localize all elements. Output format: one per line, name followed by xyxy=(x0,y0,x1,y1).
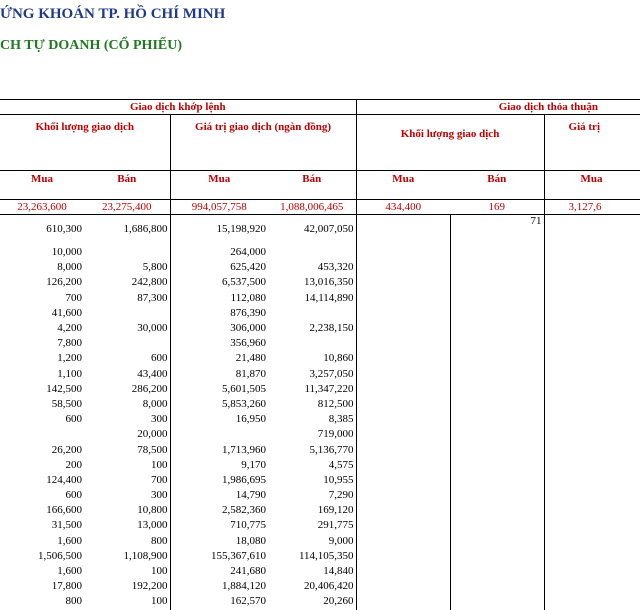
cell-sell-value xyxy=(268,245,356,260)
cell-sell-volume: 30,000 xyxy=(137,322,168,335)
cell-empty xyxy=(356,215,450,246)
cell-empty xyxy=(450,351,544,366)
table-row xyxy=(0,412,640,427)
cell-buy-value: 306,000 xyxy=(170,321,268,336)
cell-empty xyxy=(356,291,450,306)
cell-empty xyxy=(544,594,640,609)
cell-neg-sell-volume: 71 xyxy=(530,215,542,227)
cell-buy-volume xyxy=(0,427,84,442)
cell-buy-value: 1,986,695 xyxy=(170,473,268,488)
page-subtitle: CH TỰ DOANH (CỔ PHIẾU) xyxy=(0,38,182,53)
cell-sell-volume: 800 xyxy=(151,534,168,547)
cell-sell-volume: 10,800 xyxy=(137,504,168,517)
cell-sell-volume: 192,200 xyxy=(131,580,168,593)
cell-buy-value: 625,420 xyxy=(170,260,268,275)
cell-sell-value xyxy=(268,336,356,351)
cell-empty xyxy=(544,549,640,564)
cell-empty xyxy=(356,458,450,473)
cell-empty xyxy=(544,473,640,488)
table-row xyxy=(0,534,640,549)
table-row xyxy=(0,594,640,609)
cell-buy-value: 5,601,505 xyxy=(170,382,268,397)
cell-empty xyxy=(544,412,640,427)
cell-empty xyxy=(450,306,544,321)
cell-sell-volume: 87,300 xyxy=(137,291,168,304)
cell-buy-volume: 1,200 xyxy=(57,352,82,365)
table-row xyxy=(0,564,640,579)
total-cell: 434,400 xyxy=(356,200,450,215)
table-row xyxy=(0,367,640,382)
cell-empty xyxy=(356,518,450,533)
cell-empty xyxy=(544,579,640,594)
cell-empty xyxy=(544,382,640,397)
cell-empty xyxy=(450,291,544,306)
cell-empty xyxy=(356,534,450,549)
cell-empty xyxy=(356,564,450,579)
cell-empty xyxy=(450,260,544,275)
cell-sell-volume: 5,800 xyxy=(142,261,168,274)
cell-empty xyxy=(450,382,544,397)
cell-empty xyxy=(356,306,450,321)
cell-empty xyxy=(544,306,640,321)
cell-empty xyxy=(356,260,450,275)
cell-buy-value: 9,170 xyxy=(170,458,268,473)
cell-empty xyxy=(544,397,640,412)
cell-sell-volume: 100 xyxy=(151,565,168,578)
col-neg-buy-value: Mua xyxy=(544,171,640,200)
cell-sell-volume: 100 xyxy=(151,458,168,471)
cell-sell-volume: 100 xyxy=(151,595,168,608)
cell-buy-volume: 700 xyxy=(65,291,82,304)
cell-buy-value: 6,537,500 xyxy=(170,275,268,290)
cell-empty xyxy=(356,442,450,457)
cell-empty xyxy=(356,594,450,609)
cell-sell-volume xyxy=(84,245,170,260)
cell-buy-volume: 4,200 xyxy=(57,322,82,335)
cell-buy-volume: 600 xyxy=(65,489,82,502)
cell-empty xyxy=(544,291,640,306)
cell-buy-value: 18,080 xyxy=(170,534,268,549)
table-row xyxy=(0,382,640,397)
cell-empty xyxy=(544,321,640,336)
cell-sell-value: 7,290 xyxy=(268,488,356,503)
cell-buy-value: 16,950 xyxy=(170,412,268,427)
cell-empty xyxy=(356,488,450,503)
cell-sell-value: 4,575 xyxy=(268,458,356,473)
cell-sell-value: 10,955 xyxy=(268,473,356,488)
cell-empty xyxy=(544,427,640,442)
cell-sell-value: 20,260 xyxy=(268,594,356,609)
cell-empty xyxy=(544,351,640,366)
cell-sell-volume: 300 xyxy=(151,413,168,426)
cell-empty xyxy=(450,518,544,533)
cell-empty xyxy=(450,579,544,594)
cell-empty xyxy=(450,503,544,518)
cell-buy-value: 21,480 xyxy=(170,351,268,366)
group-header-negotiated: Giao dịch thỏa thuận xyxy=(356,100,640,115)
cell-buy-volume: 142,500 xyxy=(46,382,82,395)
col-neg-buy-volume: Mua xyxy=(356,171,450,200)
table-row xyxy=(0,473,640,488)
table-row xyxy=(0,275,640,290)
cell-buy-value: 710,775 xyxy=(170,518,268,533)
cell-sell-volume: 13,000 xyxy=(137,519,168,532)
cell-buy-volume: 600 xyxy=(65,413,82,426)
table-row xyxy=(0,427,640,442)
cell-sell-value: 14,114,890 xyxy=(268,291,356,306)
table-row xyxy=(0,260,640,275)
cell-empty xyxy=(450,488,544,503)
cell-sell-value: 2,238,150 xyxy=(268,321,356,336)
group-header-matched: Giao dịch khớp lệnh xyxy=(0,100,356,115)
cell-sell-volume: 43,400 xyxy=(137,367,168,380)
total-cell: 994,057,758 xyxy=(170,200,268,215)
cell-empty xyxy=(544,215,640,246)
table-row xyxy=(0,488,640,503)
cell-sell-value: 20,406,420 xyxy=(268,579,356,594)
cell-empty xyxy=(450,397,544,412)
cell-empty xyxy=(450,427,544,442)
cell-empty xyxy=(356,473,450,488)
cell-sell-value: 114,105,350 xyxy=(268,549,356,564)
cell-sell-value: 3,257,050 xyxy=(268,367,356,382)
table-row xyxy=(0,215,640,246)
cell-sell-volume: 78,500 xyxy=(137,443,168,456)
cell-buy-volume: 17,800 xyxy=(51,580,82,593)
table-row xyxy=(0,442,640,457)
cell-empty xyxy=(450,534,544,549)
cell-buy-volume: 58,500 xyxy=(51,397,82,410)
cell-buy-volume: 10,000 xyxy=(51,246,82,259)
table-row xyxy=(0,336,640,351)
total-cell: 23,275,400 xyxy=(84,200,170,215)
cell-empty xyxy=(544,518,640,533)
cell-empty xyxy=(450,458,544,473)
cell-buy-value: 14,790 xyxy=(170,488,268,503)
proprietary-trading-table xyxy=(0,99,640,610)
cell-empty xyxy=(356,579,450,594)
cell-sell-value xyxy=(268,306,356,321)
cell-sell-value: 5,136,770 xyxy=(268,442,356,457)
cell-empty xyxy=(356,367,450,382)
cell-sell-value: 14,840 xyxy=(268,564,356,579)
cell-sell-volume: 8,000 xyxy=(142,397,168,410)
cell-empty xyxy=(450,442,544,457)
total-cell: 3,127,6 xyxy=(544,200,640,215)
cell-empty xyxy=(356,275,450,290)
cell-empty xyxy=(356,412,450,427)
cell-empty xyxy=(450,412,544,427)
cell-empty xyxy=(450,275,544,290)
cell-sell-volume: 1,686,800 xyxy=(123,223,168,235)
table-row xyxy=(0,321,640,336)
negotiated-volume-header: Khối lượng giao dịch xyxy=(356,115,544,171)
cell-empty xyxy=(544,458,640,473)
cell-empty xyxy=(450,367,544,382)
table-row xyxy=(0,518,640,533)
totals-row xyxy=(0,200,640,215)
cell-buy-volume: 41,600 xyxy=(51,306,82,319)
cell-sell-value: 42,007,050 xyxy=(268,215,356,246)
cell-buy-volume: 1,100 xyxy=(57,367,82,380)
cell-empty xyxy=(544,564,640,579)
cell-buy-value: 1,713,960 xyxy=(170,442,268,457)
cell-buy-value: 241,680 xyxy=(170,564,268,579)
cell-empty xyxy=(544,336,640,351)
cell-empty xyxy=(544,503,640,518)
cell-sell-value: 10,860 xyxy=(268,351,356,366)
table-row xyxy=(0,458,640,473)
cell-buy-value: 112,080 xyxy=(170,291,268,306)
total-cell: 23,263,600 xyxy=(0,200,84,215)
cell-buy-value xyxy=(170,427,268,442)
cell-sell-value: 453,320 xyxy=(268,260,356,275)
cell-empty xyxy=(450,321,544,336)
col-sell-volume: Bán xyxy=(84,171,170,200)
cell-empty xyxy=(544,534,640,549)
cell-sell-value: 9,000 xyxy=(268,534,356,549)
cell-buy-volume: 1,600 xyxy=(57,565,82,578)
cell-buy-volume: 8,000 xyxy=(57,261,82,274)
table-row xyxy=(0,291,640,306)
volume-header: Khối lượng giao dịch xyxy=(0,115,170,171)
cell-sell-volume: 600 xyxy=(151,352,168,365)
cell-buy-volume: 26,200 xyxy=(51,443,82,456)
table-row xyxy=(0,549,640,564)
cell-sell-volume: 20,000 xyxy=(137,428,168,441)
cell-empty xyxy=(544,488,640,503)
table-row xyxy=(0,306,640,321)
cell-buy-volume: 7,800 xyxy=(57,337,82,350)
cell-sell-value: 13,016,350 xyxy=(268,275,356,290)
cell-sell-volume: 700 xyxy=(151,473,168,486)
cell-sell-volume xyxy=(84,306,170,321)
cell-sell-value: 11,347,220 xyxy=(268,382,356,397)
cell-empty xyxy=(544,245,640,260)
cell-sell-volume: 1,108,900 xyxy=(123,549,168,562)
cell-buy-value: 876,390 xyxy=(170,306,268,321)
cell-buy-value: 1,884,120 xyxy=(170,579,268,594)
total-cell: 1,088,006,465 xyxy=(268,200,356,215)
cell-buy-volume: 200 xyxy=(65,458,82,471)
cell-empty xyxy=(356,351,450,366)
cell-sell-value: 719,000 xyxy=(268,427,356,442)
cell-sell-volume: 242,800 xyxy=(131,276,168,289)
cell-buy-value: 356,960 xyxy=(170,336,268,351)
cell-sell-value: 169,120 xyxy=(268,503,356,518)
cell-empty xyxy=(544,367,640,382)
cell-sell-volume: 300 xyxy=(151,489,168,502)
cell-empty xyxy=(356,427,450,442)
cell-sell-value: 812,500 xyxy=(268,397,356,412)
cell-buy-value: 264,000 xyxy=(170,245,268,260)
cell-empty xyxy=(356,245,450,260)
cell-buy-volume: 1,600 xyxy=(57,534,82,547)
cell-buy-volume: 610,300 xyxy=(46,223,82,235)
page-title: ỨNG KHOÁN TP. HỒ CHÍ MINH xyxy=(0,6,226,22)
cell-buy-value: 5,853,260 xyxy=(170,397,268,412)
cell-buy-value: 155,367,610 xyxy=(170,549,268,564)
cell-buy-volume: 166,600 xyxy=(46,504,82,517)
cell-empty xyxy=(356,336,450,351)
cell-empty xyxy=(450,594,544,609)
cell-empty xyxy=(450,564,544,579)
cell-buy-volume: 124,400 xyxy=(46,473,82,486)
cell-sell-volume: 286,200 xyxy=(131,382,168,395)
cell-empty xyxy=(356,397,450,412)
cell-sell-value: 8,385 xyxy=(268,412,356,427)
cell-sell-value: 291,775 xyxy=(268,518,356,533)
cell-buy-value: 2,582,360 xyxy=(170,503,268,518)
cell-buy-value: 81,870 xyxy=(170,367,268,382)
value-header: Giá trị giao dịch (ngàn đồng) xyxy=(170,115,356,171)
cell-empty xyxy=(544,260,640,275)
col-sell-value: Bán xyxy=(268,171,356,200)
table-row xyxy=(0,245,640,260)
cell-empty xyxy=(450,473,544,488)
total-cell: 169 xyxy=(450,200,544,215)
cell-empty xyxy=(356,382,450,397)
col-buy-volume: Mua xyxy=(0,171,84,200)
cell-buy-volume: 31,500 xyxy=(51,519,82,532)
cell-buy-volume: 800 xyxy=(65,595,82,608)
cell-empty xyxy=(544,275,640,290)
cell-empty xyxy=(356,321,450,336)
table-row xyxy=(0,397,640,412)
cell-empty xyxy=(450,245,544,260)
cell-empty xyxy=(450,549,544,564)
col-neg-sell-volume: Bán xyxy=(450,171,544,200)
cell-empty xyxy=(544,442,640,457)
cell-empty xyxy=(356,549,450,564)
cell-empty xyxy=(356,503,450,518)
table-row xyxy=(0,579,640,594)
cell-buy-value: 162,570 xyxy=(170,594,268,609)
table-row xyxy=(0,351,640,366)
cell-buy-volume: 126,200 xyxy=(46,276,82,289)
cell-buy-value: 15,198,920 xyxy=(170,215,268,246)
cell-buy-volume: 1,506,500 xyxy=(38,549,82,562)
negotiated-value-header: Giá trị xyxy=(544,115,640,171)
col-buy-value: Mua xyxy=(170,171,268,200)
cell-sell-volume xyxy=(84,336,170,351)
cell-empty xyxy=(450,336,544,351)
table-row xyxy=(0,503,640,518)
